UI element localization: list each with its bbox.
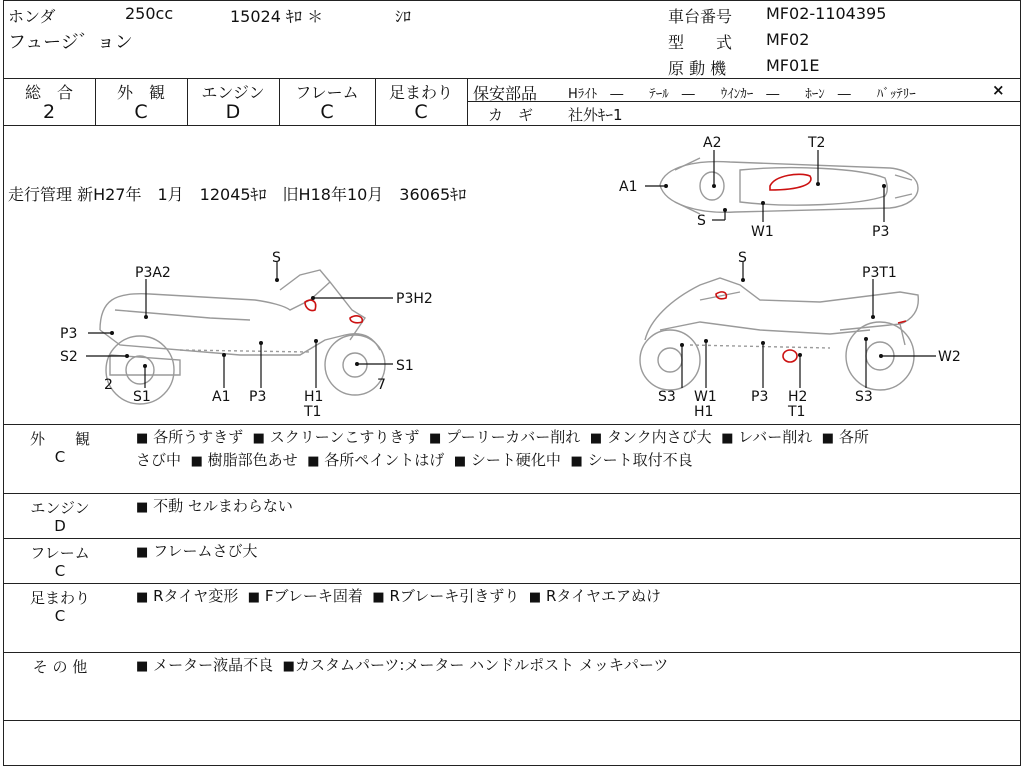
- label-top-A1: A1: [619, 179, 638, 195]
- damage-marks-right: [716, 292, 906, 362]
- type-value: MF02: [766, 30, 810, 49]
- label-top-P3: P3: [872, 224, 890, 240]
- section-grade: D: [54, 517, 66, 535]
- note-item: さび中: [136, 451, 182, 469]
- label-top-A2: A2: [703, 135, 722, 151]
- label-right-H1: H1: [694, 404, 714, 420]
- divider: [3, 583, 1021, 584]
- section-notes: [136, 426, 1016, 450]
- grade-label-frame: フレーム: [295, 83, 359, 102]
- label-left-S1b: S1: [396, 358, 414, 374]
- note-item: ■ シート硬化中: [453, 451, 561, 469]
- color: ｼﾛ: [395, 7, 412, 26]
- label-left-H1: H1: [304, 389, 324, 405]
- frame-no: MF02-1104395: [766, 4, 887, 23]
- label-top-T2: T2: [808, 135, 826, 151]
- label-right-W2: W2: [938, 349, 961, 365]
- divider: [3, 78, 1021, 79]
- model-name: フュージ゛ョン: [8, 32, 133, 53]
- label-top-W1: W1: [751, 224, 774, 240]
- label-right-P3: P3: [751, 389, 769, 405]
- note-item: ■ 各所うすきず: [136, 428, 244, 446]
- label-right-S3a: S3: [658, 389, 676, 405]
- divider: [3, 720, 1021, 721]
- note-item: ■カスタムパーツ:メーター ハンドルポスト メッキパーツ: [282, 656, 669, 674]
- safety-label: 保安部品: [473, 84, 538, 103]
- note-item: ■ Rブレーキ引きずり: [372, 587, 520, 605]
- divider: [3, 493, 1021, 494]
- section-label: そ の 他: [32, 658, 88, 676]
- label-left-T1: T1: [304, 404, 322, 420]
- divider: [3, 538, 1021, 539]
- note-item: ■ 不動 セルまわらない: [136, 497, 293, 515]
- section-label: 外 観: [29, 430, 90, 448]
- label-right-S3b: S3: [855, 389, 873, 405]
- note-item: ■ フレームさび大: [136, 542, 258, 560]
- note-item: ■ タンク内さび大: [589, 428, 712, 446]
- label-left-7: 7: [377, 377, 386, 393]
- frame-no-label: 車台番号: [668, 7, 733, 26]
- divider: [467, 78, 468, 125]
- label-left-2: 2: [104, 377, 113, 393]
- note-item: ■ Fブレーキ固着: [247, 587, 363, 605]
- grade-label-exterior: 外 観: [116, 83, 165, 102]
- grade-label-overall: 総 合: [24, 83, 73, 102]
- note-item: ■ Rタイヤ変形: [136, 587, 239, 605]
- safety-items: Hﾗｲﾄ ― ﾃｰﾙ ― ｳｲﾝｶｰ ― ﾎｰﾝ ― ﾊﾞｯﾃﾘｰ: [568, 87, 916, 102]
- battery-mark: ×: [992, 81, 1005, 99]
- note-item: ■ シート取付不良: [570, 451, 693, 469]
- grade-value-frame: C: [320, 101, 334, 123]
- divider: [3, 424, 1021, 425]
- maker: ホンダ: [8, 7, 56, 26]
- key-value: 社外ｷｰ1: [568, 106, 623, 124]
- note-item: ■ レバー削れ: [721, 428, 813, 446]
- section-label: 足まわり: [29, 589, 90, 607]
- label-left-S: S: [272, 250, 281, 266]
- section-notes: [136, 585, 1016, 609]
- label-right-S: S: [738, 250, 747, 266]
- note-item: ■ Rタイヤエアぬけ: [528, 587, 662, 605]
- note-item: ■ メーター液晶不良: [136, 656, 274, 674]
- label-right-T1: T1: [788, 404, 806, 420]
- note-item: ■ 各所: [821, 428, 869, 446]
- grade-value-suspension: C: [414, 101, 428, 123]
- top-view-scooter: [660, 158, 918, 214]
- note-item: ■ 各所ペイントはげ: [307, 451, 445, 469]
- grade-label-suspension: 足まわり: [388, 83, 453, 102]
- engine-value: MF01E: [766, 56, 820, 75]
- section-notes: [136, 495, 1016, 519]
- damage-diagram: [0, 126, 1024, 424]
- label-left-S2: S2: [60, 349, 78, 365]
- damage-mark-top: [770, 174, 811, 190]
- grade-label-engine: エンジン: [201, 83, 265, 102]
- label-right-W1: W1: [694, 389, 717, 405]
- section-label: エンジン: [30, 499, 90, 517]
- section-grade: C: [54, 562, 66, 580]
- label-left-P3H2: P3H2: [396, 291, 433, 307]
- label-left-P3A2: P3A2: [135, 265, 171, 281]
- grade-value-overall: 2: [42, 101, 56, 123]
- label-top-S: S: [697, 213, 706, 229]
- type-label: 型 式: [668, 33, 733, 52]
- label-left-P3: P3: [60, 326, 78, 342]
- divider: [3, 652, 1021, 653]
- section-grade: C: [54, 448, 66, 466]
- section-notes-line2: [136, 449, 1016, 473]
- section-grade: C: [54, 607, 66, 625]
- label-right-P3T1: P3T1: [862, 265, 897, 281]
- label-left-P3b: P3: [249, 389, 267, 405]
- leader-dots-top: [664, 182, 886, 212]
- label-right-H2: H2: [788, 389, 808, 405]
- mileage: 15024 ｷﾛ ＊: [230, 7, 324, 26]
- left-view-scooter: [100, 270, 385, 404]
- leader-lines-left: [86, 262, 393, 388]
- displacement: 250cc: [125, 4, 174, 23]
- section-notes: [136, 540, 1016, 564]
- grade-value-engine: D: [225, 101, 241, 123]
- note-item: ■ プーリーカバー削れ: [428, 428, 581, 446]
- key-label: カ ギ: [488, 106, 534, 124]
- note-item: ■ スクリーンこすりきず: [252, 428, 420, 446]
- engine-label: 原 動 機: [668, 59, 727, 78]
- note-item: ■ 樹脂部色あせ: [190, 451, 298, 469]
- section-notes: [136, 654, 1016, 678]
- section-label: フレーム: [30, 544, 90, 562]
- label-left-A1: A1: [212, 389, 231, 405]
- odometer-history: 走行管理 新H27年 1月 12045ｷﾛ 旧H18年10月 36065ｷﾛ: [8, 185, 467, 204]
- label-left-S1a: S1: [133, 389, 151, 405]
- grade-value-exterior: C: [134, 101, 148, 123]
